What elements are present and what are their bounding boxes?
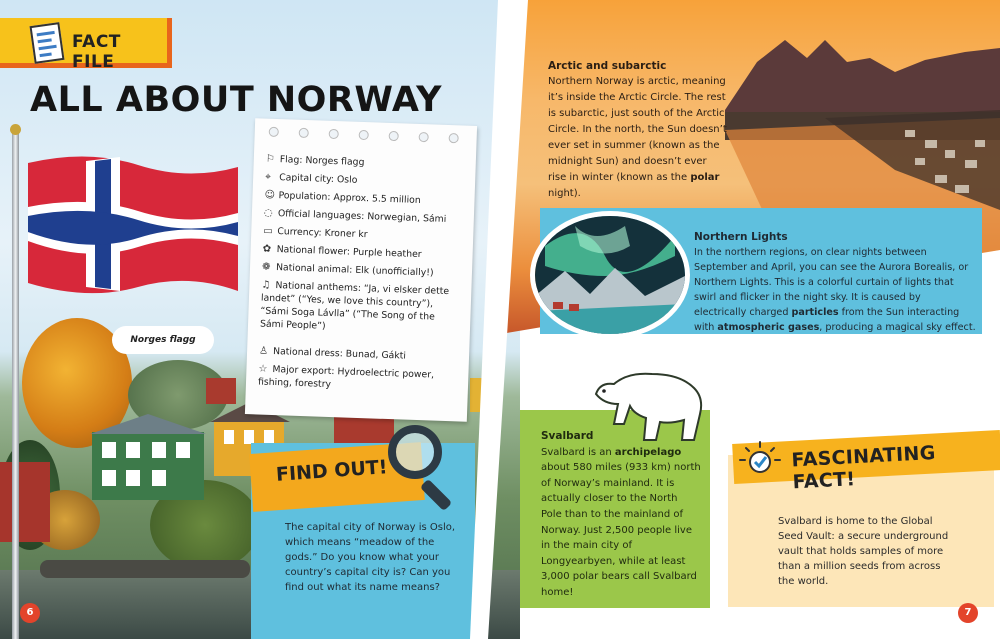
fact-row-export: ☆ Major export: Hydroelectric power, fishing, forestry [257, 363, 435, 391]
fact-file-tab [0, 18, 172, 72]
northern-lights-section [694, 230, 976, 335]
find-out-text: The capital city of Norway is Oslo, which means “meadow of the gods.” Do you know what your country’s capital city is? Can you find out what its name means? [285, 522, 456, 593]
lightbulb-check-icon [738, 440, 782, 480]
fact-row-anthems: ♫ National anthems: “Ja, vi elsker dette landet” (“Yes, we love this country”), “Sámi Soga Lávlla” (“The Song of the Sámi People”) [259, 279, 450, 332]
flagpole-finial [10, 124, 21, 135]
red-house-illustration [0, 462, 50, 542]
fact-file-label: FACT FILE [72, 32, 121, 72]
location-pin-icon: ⌖ [264, 171, 272, 183]
northern-lights-text: In the northern regions, on clear nights between September and April, you can see the Aurora Borealis, or Northern Lights. This is a colorful curtain of lights that swirl and flicker in the night sky. It is caused by electrically charged particles from the Sun interacting with atmospheric gases, producing a magical sky effect. [694, 247, 976, 333]
arctic-section [548, 58, 728, 202]
page-number-right: 7 [958, 603, 978, 623]
aurora-photo [530, 211, 690, 339]
find-out-title: FIND OUT! [275, 456, 389, 486]
card-hole [299, 128, 309, 138]
fact-row-currency: ▭ Currency: Kroner kr [263, 225, 368, 241]
page-title: ALL ABOUT NORWAY [30, 80, 442, 120]
paw-icon: ❁ [261, 261, 271, 273]
red-house-illustration [206, 378, 236, 404]
fascinating-fact-text: Svalbard is home to the Global Seed Vault: a secure underground vault that holds samples of more than a million seeds from across the world. [778, 516, 949, 587]
fascinating-fact-title: FASCINATING FACT! [790, 441, 937, 494]
document-checklist-icon [30, 22, 65, 64]
fact-row-dress: ♙ National dress: Bunad, Gákti [258, 345, 407, 362]
green-house-illustration [92, 432, 204, 500]
music-note-icon: ♫ [261, 279, 271, 291]
fact-row-languages: ◌ Official languages: Norwegian, Sámi [263, 207, 447, 225]
flag-caption-label: Norges flagg [112, 326, 214, 354]
rocky-shore-illustration [40, 560, 250, 578]
fact-row-animal: ❁ National animal: Elk (unofficially!) [261, 261, 434, 279]
fact-row-capital: ⌖ Capital city: Oslo [264, 171, 358, 186]
card-hole [269, 127, 279, 137]
fact-list-card [245, 118, 477, 422]
flag-icon: ⚐ [265, 153, 275, 165]
page-number-left: 6 [20, 603, 40, 623]
flower-icon: ✿ [262, 243, 272, 255]
fact-row-flag: ⚐ Flag: Norges flagg [265, 153, 365, 169]
fact-row-population: ☺ Population: Approx. 5.5 million [264, 189, 421, 207]
people-icon: ☺ [264, 189, 276, 201]
star-icon: ☆ [258, 363, 268, 375]
card-hole [448, 133, 458, 143]
arctic-title: Arctic and subarctic [548, 60, 667, 72]
card-hole [389, 131, 399, 141]
card-hole [419, 132, 429, 142]
magnifying-glass-icon [388, 425, 442, 479]
svalbard-title: Svalbard [541, 430, 594, 442]
shirt-icon: ♙ [258, 345, 269, 357]
fact-row-flower: ✿ National flower: Purple heather [262, 243, 422, 261]
svalbard-section [541, 429, 701, 601]
norway-flag-illustration [28, 155, 238, 297]
northern-lights-title: Northern Lights [694, 231, 788, 243]
card-hole [329, 129, 339, 139]
roof-illustration [90, 414, 206, 434]
flagpole [12, 130, 19, 639]
banknote-icon: ▭ [263, 225, 273, 237]
svalbard-text: Svalbard is an archipelago about 580 miles (933 km) north of Norway’s mainland. It is actually closer to the North Pole than to the mainland of Norway. Just 2,500 people live in the main city of Longyearbyen, while at least 3,000 polar bears call Svalbard home! [541, 446, 701, 598]
aurora-illustration [535, 216, 685, 334]
speech-bubble-icon: ◌ [263, 207, 273, 219]
card-hole [359, 130, 369, 140]
arctic-text: Northern Norway is arctic, meaning it’s inside the Arctic Circle. The rest is subarctic, just south of the Arctic Circle. In the north, the Sun doesn’t ever set in summer (known as the midnight Sun) and doesn’t ever rise in winter (known as the polar night). [548, 76, 727, 199]
